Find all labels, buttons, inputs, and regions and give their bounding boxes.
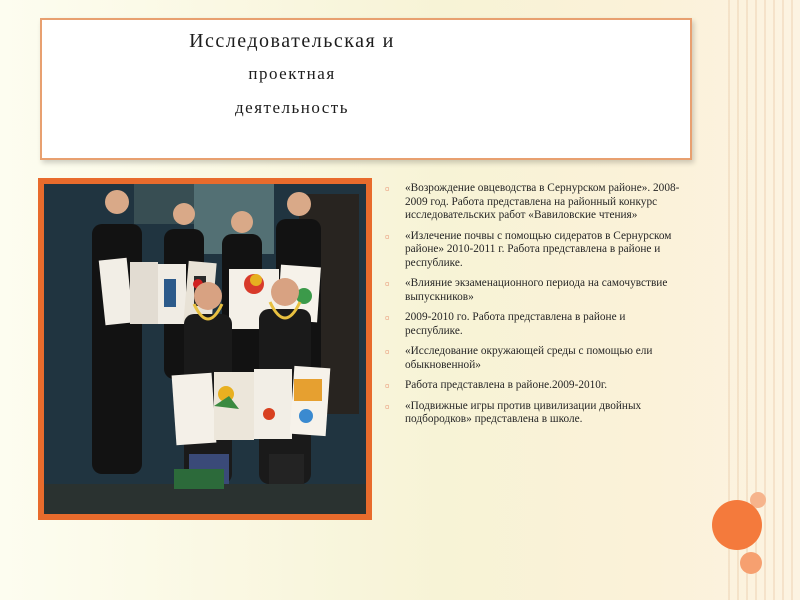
list-item xyxy=(383,230,683,271)
list-item-text: «Подвижные игры против цивилизации двойных подбородков» представлена в школе. xyxy=(405,399,642,425)
square-bullet-icon: ▫ xyxy=(385,378,390,393)
list-item xyxy=(383,277,683,304)
group-photo-illustration xyxy=(44,184,366,514)
list-item xyxy=(383,345,683,372)
square-bullet-icon: ▫ xyxy=(385,310,390,325)
title-line-2: проектная xyxy=(248,64,336,83)
list-item xyxy=(383,182,683,223)
list-item xyxy=(383,379,683,393)
decorative-circle-medium xyxy=(740,552,762,574)
list-item-text: Работа представлена в районе.2009-2010г. xyxy=(405,379,608,391)
list-item-text: «Возрождение овцеводства в Сернурском районе». 2008- 2009 год. Работа представлена на районный конкурс исследовательских работ «Вавиловские чтения» xyxy=(405,182,680,221)
list-item-text: «Исследование окружающей среды с помощью ели обыкновенной» xyxy=(405,345,653,371)
list-item xyxy=(383,311,683,338)
list-item-text: «Излечение почвы с помощью сидератов в Сернурском районе» 2010-2011 г. Работа представлена в районе и республике. xyxy=(405,229,672,269)
square-bullet-icon: ▫ xyxy=(385,181,390,196)
decorative-circle-large xyxy=(712,500,762,550)
projects-list xyxy=(383,182,683,434)
group-photo xyxy=(44,184,366,514)
title-line-3: деятельность xyxy=(235,98,349,117)
square-bullet-icon: ▫ xyxy=(385,276,390,291)
title-line-1: Исследовательская и xyxy=(189,30,395,52)
square-bullet-icon: ▫ xyxy=(385,344,390,359)
list-item-text: 2009-2010 го. Работа представлена в районе и республике. xyxy=(405,311,626,337)
list-item xyxy=(383,400,683,427)
list-item-text: «Влияние экзаменационного периода на самочувствие выпускников» xyxy=(405,277,668,303)
title-box xyxy=(40,18,692,160)
photo-frame xyxy=(38,178,372,520)
square-bullet-icon: ▫ xyxy=(385,228,390,244)
square-bullet-icon: ▫ xyxy=(385,398,390,414)
